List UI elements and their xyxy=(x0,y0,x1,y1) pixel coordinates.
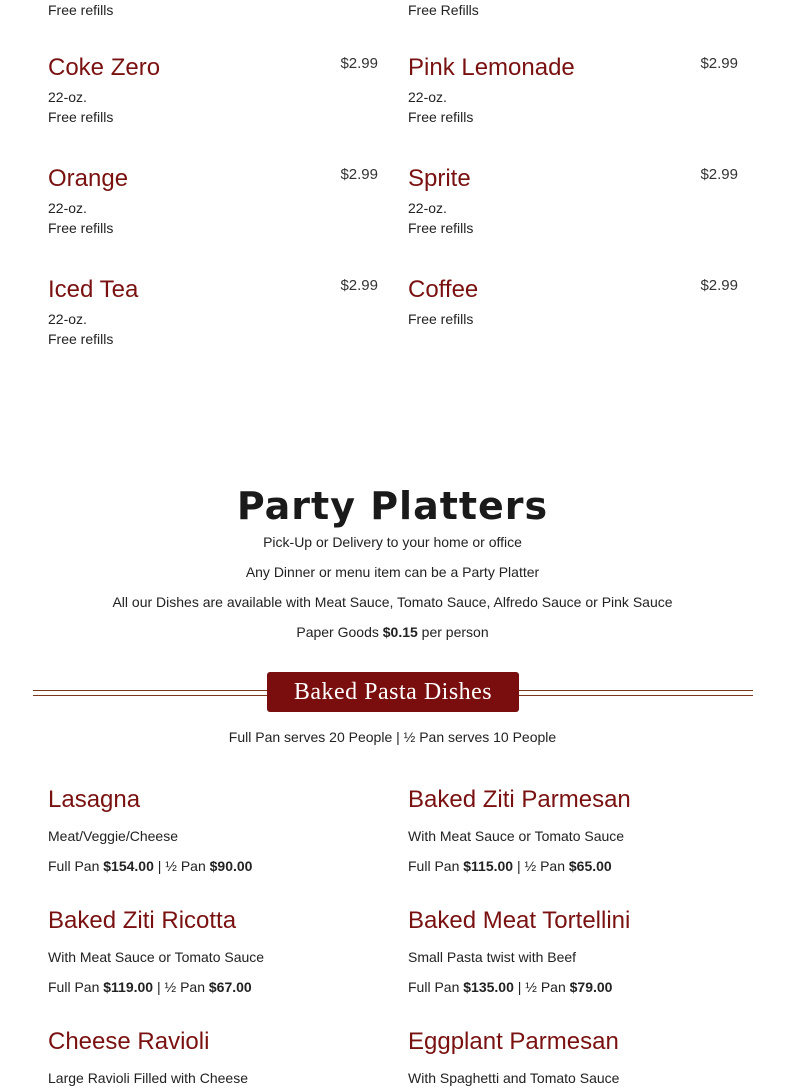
item-detail: Free refills xyxy=(408,220,474,236)
item-price: $2.99 xyxy=(340,277,378,294)
item-detail: Free refills xyxy=(408,109,474,125)
paper-goods-note: Paper Goods $0.15 per person xyxy=(296,624,489,640)
item-name: Orange xyxy=(48,165,129,192)
dish-name: Baked Meat Tortellini xyxy=(408,907,631,934)
serving-info: Full Pan serves 20 People | ½ Pan serves 10 People xyxy=(228,729,557,745)
item-detail: Free refills xyxy=(408,311,474,327)
item-name: Pink Lemonade xyxy=(408,54,575,81)
menu-item-coke-zero[interactable] xyxy=(48,54,378,127)
paper-goods-price: $0.15 xyxy=(382,624,418,640)
item-name: Coffee xyxy=(408,276,479,303)
dish-description: With Meat Sauce or Tomato Sauce xyxy=(48,949,265,965)
menu-item-orange[interactable] xyxy=(48,165,378,238)
party-info-line: Pick-Up or Delivery to your home or office xyxy=(263,534,522,550)
item-price: $2.99 xyxy=(700,277,738,294)
dish-price: Full Pan $119.00 | ½ Pan $67.00 xyxy=(48,979,252,995)
item-name: Sprite xyxy=(408,165,471,192)
section-banner-baked-pasta: Baked Pasta Dishes xyxy=(267,672,519,712)
item-detail: Free refills xyxy=(48,331,114,347)
dish-name: Baked Ziti Ricotta xyxy=(48,907,237,934)
item-detail: Free refills xyxy=(48,109,114,125)
dish-cheese-ravioli[interactable] xyxy=(48,1028,378,1088)
dish-price: Full Pan $135.00 | ½ Pan $79.00 xyxy=(408,979,613,995)
dish-price: Full Pan $115.00 | ½ Pan $65.00 xyxy=(408,858,612,874)
menu-item-pink-lemonade[interactable] xyxy=(408,54,738,127)
item-detail: 22-oz. xyxy=(48,89,87,105)
item-name: Coke Zero xyxy=(48,54,161,81)
item-price: $2.99 xyxy=(700,166,738,183)
item-detail: 22-oz. xyxy=(408,200,447,216)
dish-description: Large Ravioli Filled with Cheese xyxy=(48,1070,248,1086)
dish-baked-ziti-parmesan[interactable] xyxy=(408,786,738,876)
item-price: $2.99 xyxy=(340,166,378,183)
item-detail: 22-oz. xyxy=(48,311,87,327)
free-refills-note: Free Refills xyxy=(408,2,479,18)
party-info-line: All our Dishes are available with Meat Sauce, Tomato Sauce, Alfredo Sauce or Pink Sauce xyxy=(112,594,673,610)
dish-description: Meat/Veggie/Cheese xyxy=(48,828,178,844)
dish-name: Lasagna xyxy=(48,786,141,813)
item-price: $2.99 xyxy=(700,55,738,72)
menu-item-sprite[interactable] xyxy=(408,165,738,238)
dish-baked-meat-tortellini[interactable] xyxy=(408,907,738,997)
dish-name: Cheese Ravioli xyxy=(48,1028,210,1055)
dish-description: Small Pasta twist with Beef xyxy=(408,949,577,965)
item-detail: Free refills xyxy=(48,220,114,236)
dish-price: Full Pan $154.00 | ½ Pan $90.00 xyxy=(48,858,253,874)
dish-description: With Spaghetti and Tomato Sauce xyxy=(408,1070,620,1086)
dish-description: With Meat Sauce or Tomato Sauce xyxy=(408,828,625,844)
item-detail: 22-oz. xyxy=(48,200,87,216)
menu-item-coffee[interactable] xyxy=(408,276,738,329)
dish-name: Eggplant Parmesan xyxy=(408,1028,619,1055)
dish-lasagna[interactable] xyxy=(48,786,378,876)
dish-eggplant-parmesan[interactable] xyxy=(408,1028,738,1088)
free-refills-note: Free refills xyxy=(48,2,114,18)
item-name: Iced Tea xyxy=(48,276,139,303)
menu-item-iced-tea[interactable] xyxy=(48,276,378,349)
item-price: $2.99 xyxy=(340,55,378,72)
dish-name: Baked Ziti Parmesan xyxy=(408,786,631,813)
item-detail: 22-oz. xyxy=(408,89,447,105)
section-title-party-platters: Party Platters xyxy=(236,484,549,528)
party-info-line: Any Dinner or menu item can be a Party Platter xyxy=(245,564,540,580)
dish-baked-ziti-ricotta[interactable] xyxy=(48,907,378,997)
